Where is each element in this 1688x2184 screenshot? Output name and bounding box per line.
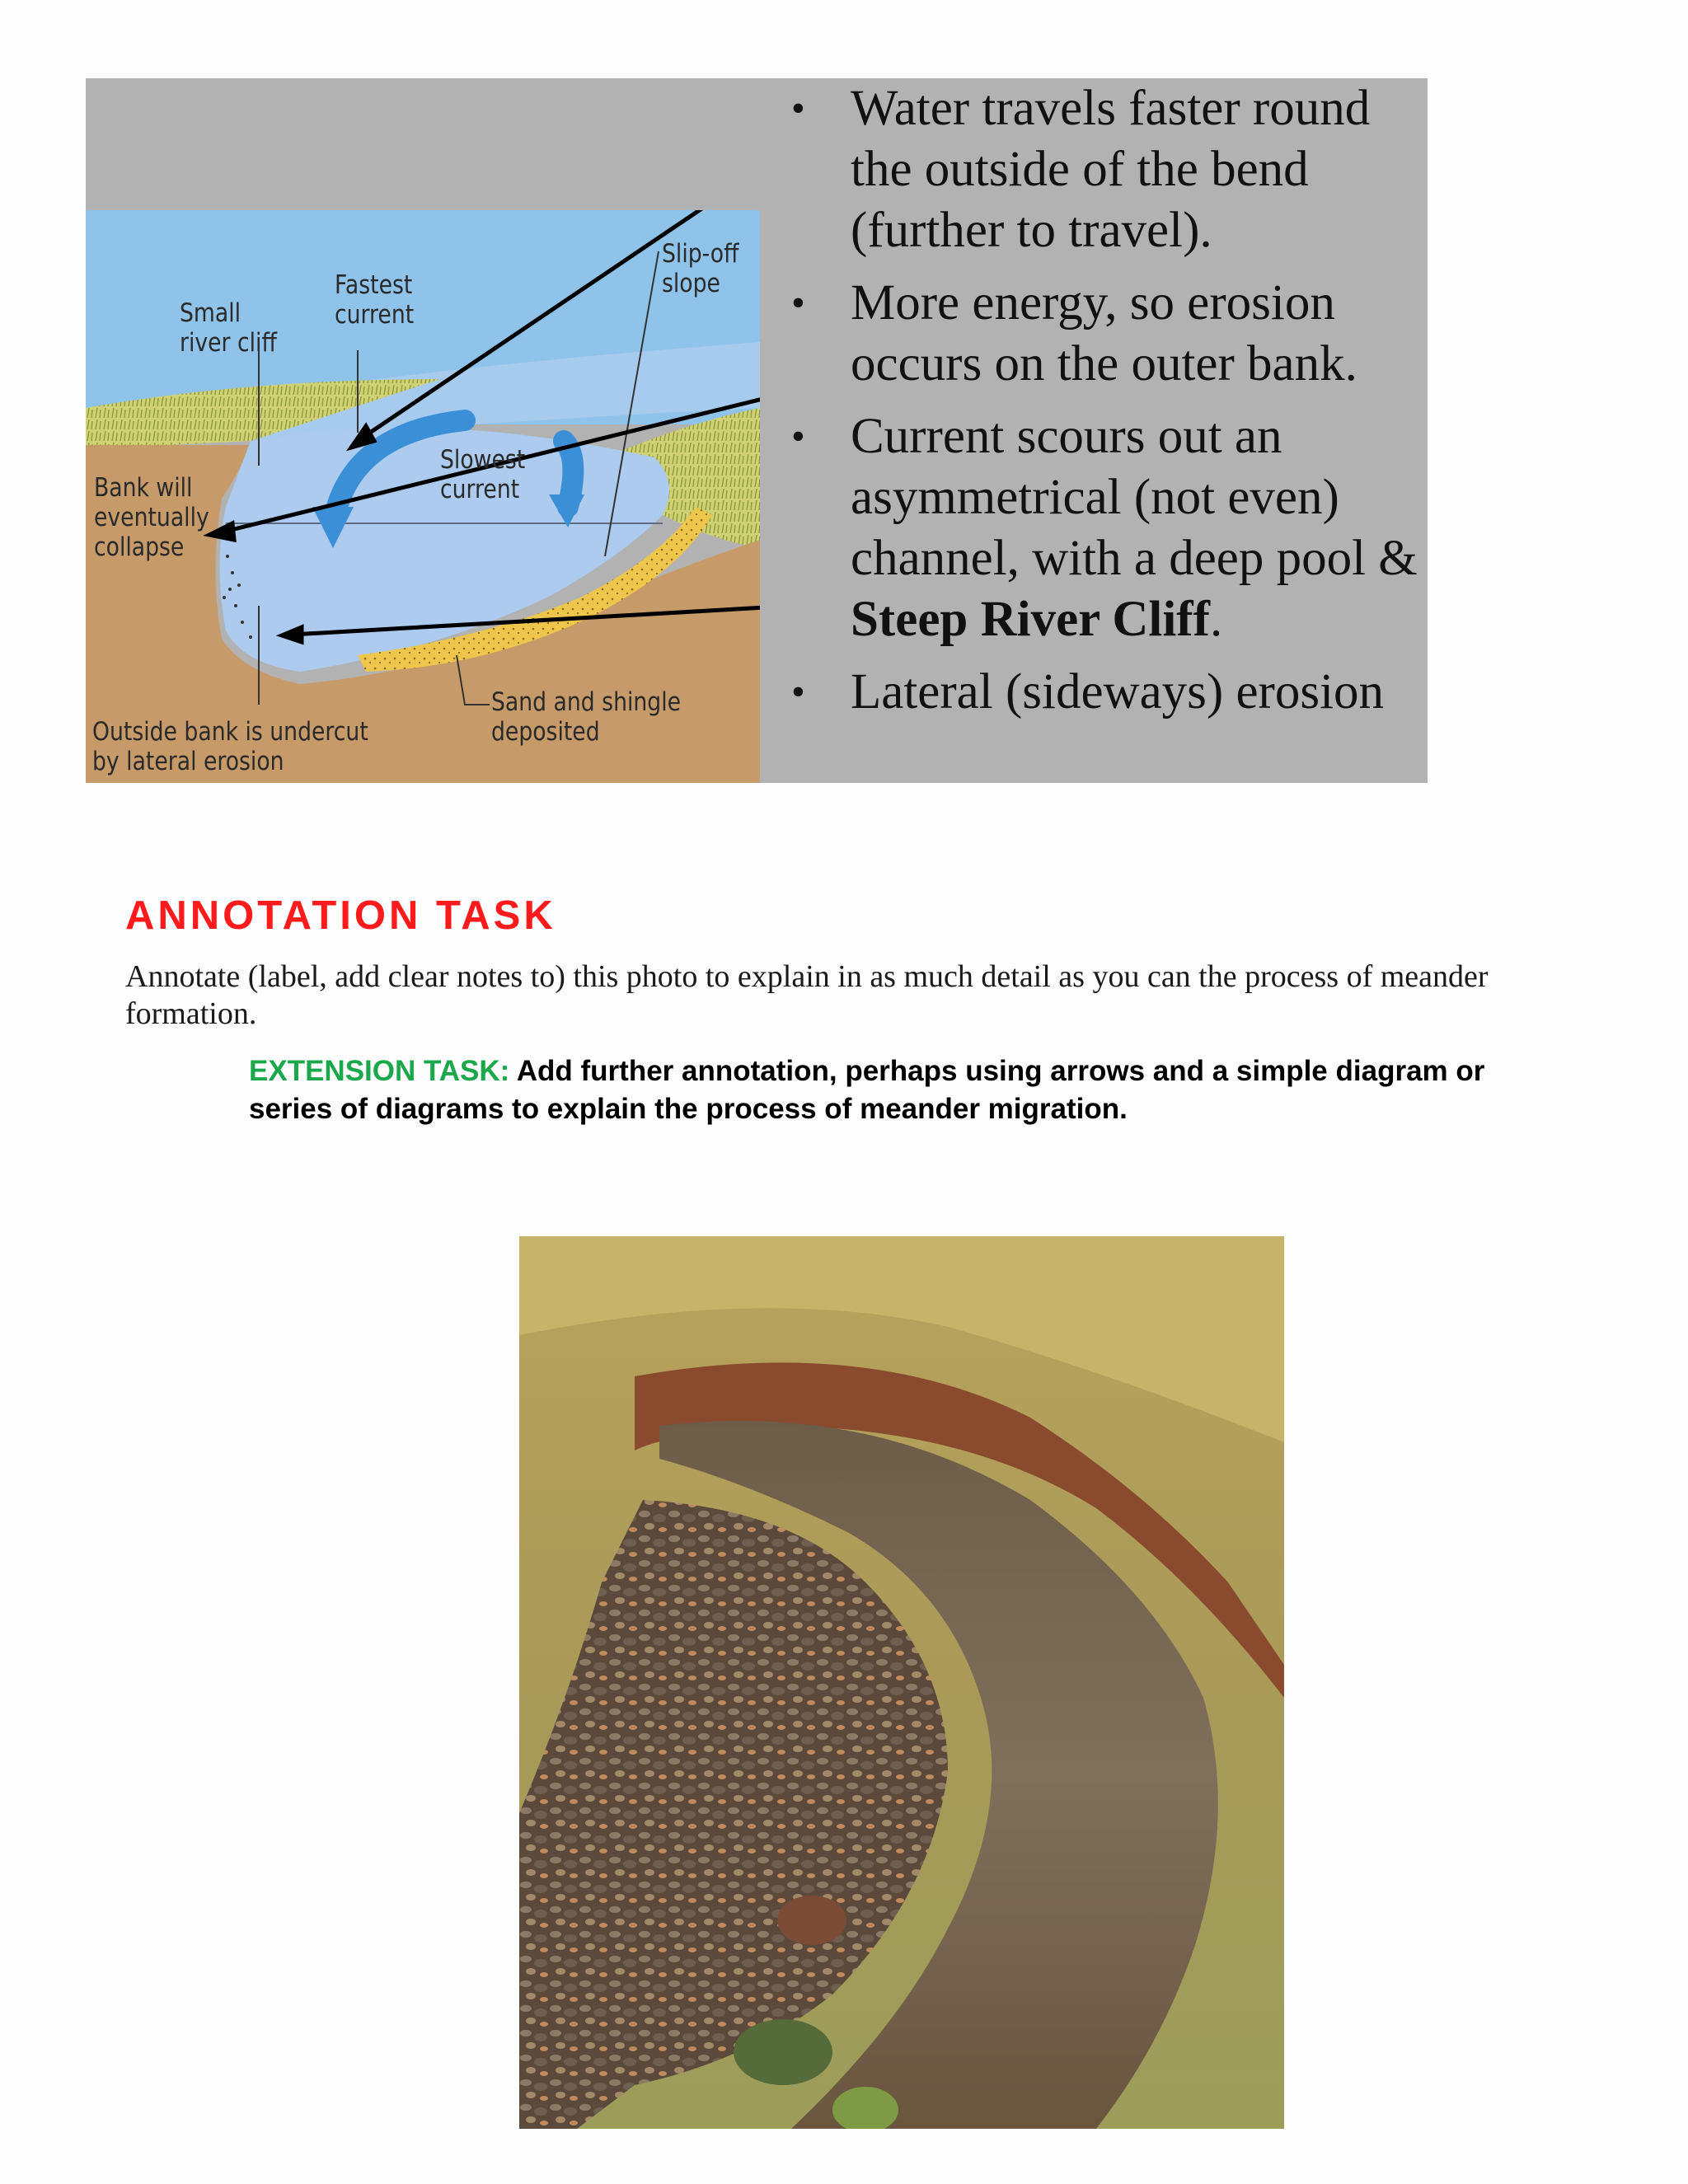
label-sand-shingle: Sand and shingle deposited <box>491 687 682 747</box>
label-bank-collapse: Bank will eventually collapse <box>94 473 209 562</box>
explanation-bullets <box>791 78 1442 734</box>
label-small-river-cliff: Small river cliff <box>180 298 277 358</box>
bullet-item: • Lateral (sideways) erosion <box>791 662 1442 723</box>
rock <box>777 1896 846 1945</box>
task-heading: ANNOTATION TASK <box>125 893 556 938</box>
label-slip-off-slope: Slip-off slope <box>662 239 739 298</box>
task-description: Annotate (label, add clear notes to) this photo to explain in as much detail as you can the process of meander formation. <box>125 959 1489 1031</box>
meander-photo <box>519 1236 1284 2129</box>
extension-label: EXTENSION TASK: <box>249 1055 510 1087</box>
label-fastest-current: Fastest current <box>335 270 415 330</box>
label-outside-bank: Outside bank is undercut by lateral erosion <box>92 717 368 776</box>
bullet-item: • Current scours out an asymmetrical (not even) channel, with a deep pool & Steep River Cliff. <box>791 406 1442 650</box>
extension-task <box>249 1052 1576 1128</box>
extension-text: Add further annotation, perhaps using arrows and a simple diagram or series of diagrams to explain the process of meander migration. <box>249 1055 1485 1125</box>
bullet-item: • More energy, so erosion occurs on the outer bank. <box>791 273 1442 395</box>
bold-term: Steep River Cliff <box>851 592 1210 647</box>
bullet-item: • Water travels faster round the outside of the bend (further to travel). <box>791 78 1442 261</box>
label-slowest-current: Slowest current <box>440 445 526 504</box>
rock <box>734 2019 832 2085</box>
